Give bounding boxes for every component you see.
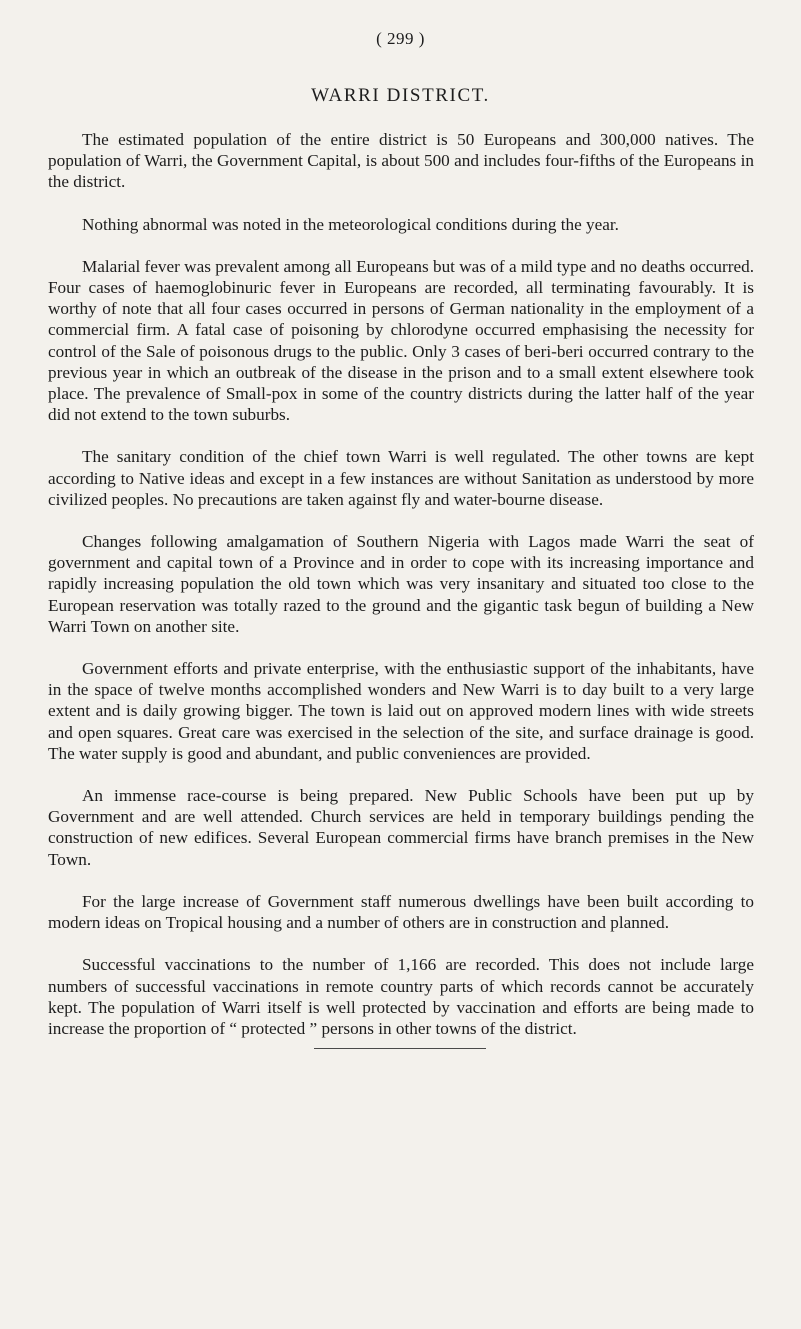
closing-rule — [314, 1048, 486, 1049]
paragraph-vaccinations: Successful vaccinations to the number of 1,166 are recorded. This does not include large numbers of successful vaccinations in remote country parts of which records cannot be accurately kept. The population of Warri itself is well protected by vaccination and efforts are being made to increase the proportion of “ protected ” persons in other towns of the district. — [48, 955, 754, 1038]
section-heading: WARRI DISTRICT. — [311, 85, 490, 106]
body-text — [48, 129, 754, 1060]
paragraph-population: The estimated population of the entire district is 50 Europeans and 300,000 natives. The population of Warri, the Government Capital, is about 500 and includes four-fifths of the Europeans in the district. — [48, 130, 754, 192]
paragraph-sanitary-condition: The sanitary condition of the chief town Warri is well regulated. The other towns are kept according to Native ideas and except in a few instances are without Sanitation as understood by more civilized peoples. No precautions are taken against fly and water-bourne disease. — [48, 447, 754, 509]
paragraph-race-course: An immense race-course is being prepared. New Public Schools have been put up by Government and are well attended. Church services are held in temporary buildings pending the construction of new edifices. Several European commercial firms have branch premises in the New Town. — [48, 786, 754, 869]
paragraph-meteorology: Nothing abnormal was noted in the meteorological conditions during the year. — [82, 214, 619, 234]
page-number: ( 299 ) — [376, 29, 425, 48]
paragraph-housing: For the large increase of Government staff numerous dwellings have been built according to modern ideas on Tropical housing and a number of others are in construction and planned. — [48, 891, 754, 933]
paragraph-amalgamation: Changes following amalgamation of Southern Nigeria with Lagos made Warri the seat of government and capital town of a Province and in order to cope with its increasing importance and rapidly increasing population the old town which was very insanitary and situated too close to the European reservation was totally razed to the ground and the gigantic task begun of building a New Warri Town on another site. — [48, 532, 754, 636]
paragraph-new-warri: Government efforts and private enterprise, with the enthusiastic support of the inhabitants, have in the space of twelve months accomplished wonders and New Warri is to day built to a very large extent and is daily growing bigger. The town is laid out on approved modern lines with wide streets and open squares. Great care was exercised in the selection of the site, and surface drainage is good. The water supply is good and abundant, and public conveniences are provided. — [48, 659, 754, 763]
paragraph-diseases: Malarial fever was prevalent among all Europeans but was of a mild type and no deaths occurred. Four cases of haemoglobinuric fever in Europeans are recorded, all terminating favourably. It is worthy of note that all four cases occurred in persons of German nationality in the employment of a commercial firm. A fatal case of poisoning by chlorodyne occurred emphasising the necessity for control of the Sale of poisonous drugs to the public. Only 3 cases of beri-beri occurred contrary to the previous year in which an outbreak of the disease in the prison and to a small extent elsewhere took place. The prevalence of Small-pox in some of the country districts during the latter half of the year did not extend to the town suburbs. — [48, 256, 754, 425]
